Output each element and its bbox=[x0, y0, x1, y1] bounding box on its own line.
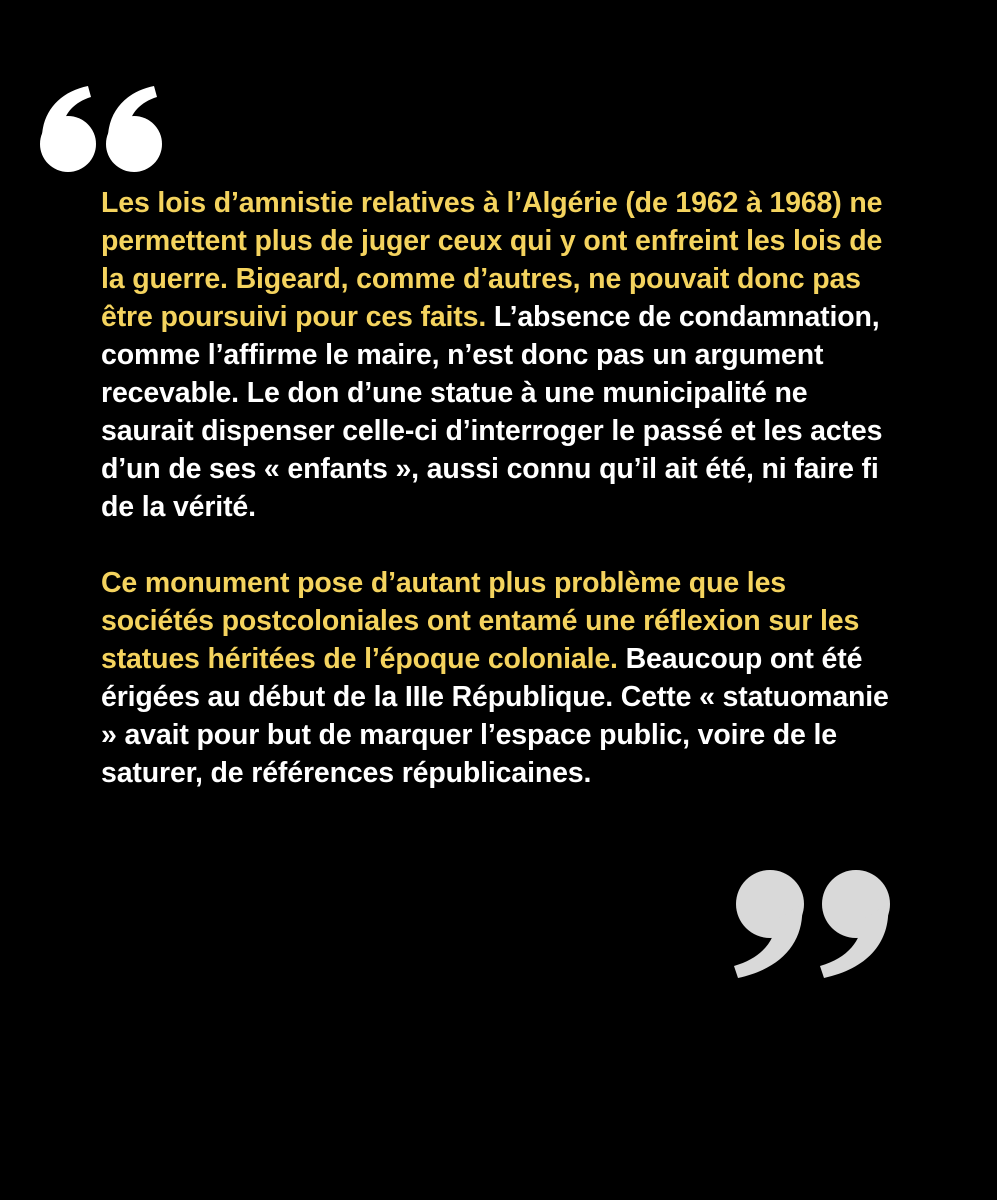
body-text: L’absence de condamnation, comme l’affirme le maire, n’est donc pas un argument recevable. Le don d’une statue à une municipalité ne saurait dispenser celle-ci d’interroger le passé et les actes d’un de ses « enfants », aussi connu qu’il ait été, ni faire fi de la vérité. bbox=[101, 301, 883, 523]
quote-text bbox=[101, 184, 901, 792]
opening-quote-icon bbox=[36, 86, 166, 176]
closing-quote-icon bbox=[732, 868, 900, 980]
body-text: Beaucoup ont été érigées au début de la IIIe République. Cette « statuomanie » avait pour but de marquer l’espace public, voire de le saturer, de références républicaines. bbox=[101, 643, 889, 789]
highlighted-text: Les lois d’amnistie relatives à l’Algérie (de 1962 à 1968) ne permettent plus de juger ceux qui y ont enfreint les lois de la guerre. Bigeard, comme d’autres, ne pouvait donc pas être poursuivi pour ces faits. bbox=[101, 187, 883, 333]
highlighted-text: Ce monument pose d’autant plus problème que les sociétés postcoloniales ont entamé une réflexion sur les statues héritées de l’époque coloniale. bbox=[101, 567, 860, 675]
quote-paragraph bbox=[101, 564, 901, 792]
quote-paragraph bbox=[101, 184, 901, 526]
